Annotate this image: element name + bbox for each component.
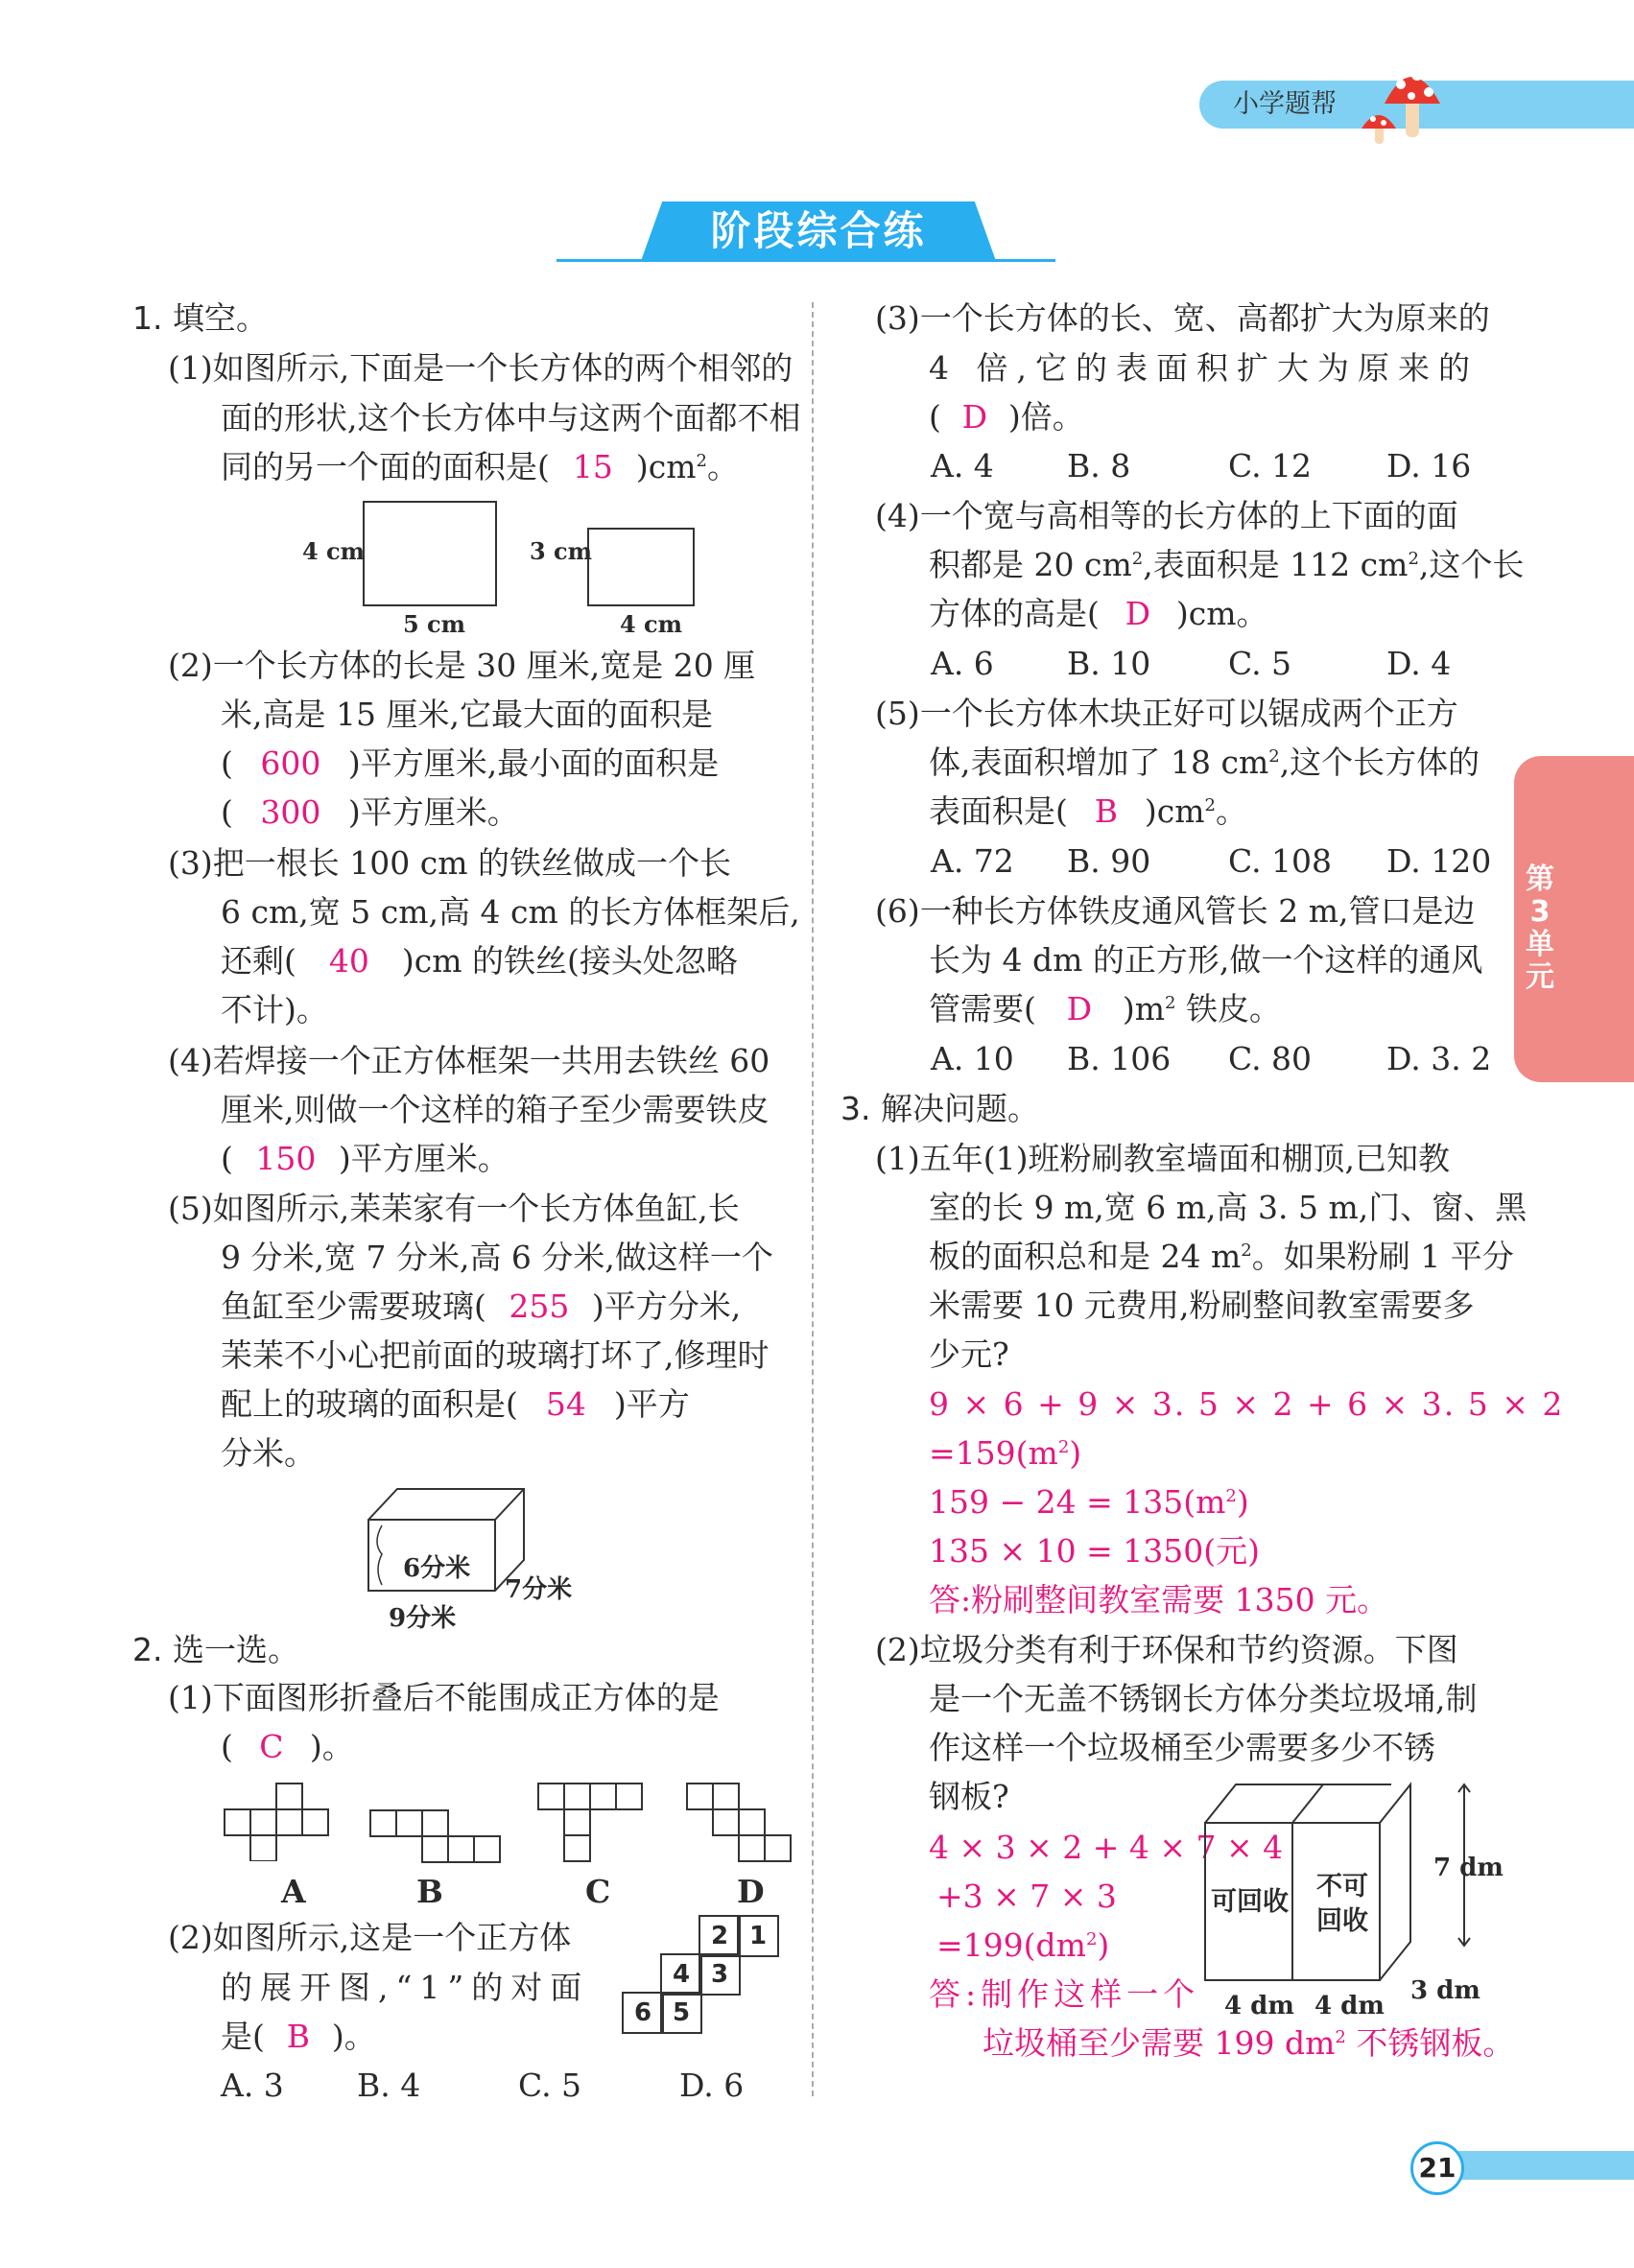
net-label-b: B	[416, 1873, 443, 1910]
q3-2-solution-2: +3 × 7 × 3	[936, 1878, 1117, 1915]
tank-width-label: 7分米	[505, 1575, 573, 1604]
q1-2-line1: (2)一个长方体的长是 30 厘米,宽是 20 厘	[168, 647, 756, 684]
q2-3-option-d: D. 16	[1386, 447, 1472, 484]
page-number: 21	[1410, 2141, 1464, 2195]
q2-2-line2: 的展开图,“1”的对面	[221, 1969, 590, 2006]
page-title: 阶段综合练	[710, 207, 927, 254]
tank-length-label: 9分米	[389, 1604, 457, 1633]
q2-5-line1: (5)一个长方体木块正好可以锯成两个正方	[875, 695, 1458, 732]
q1-5-line5: 配上的玻璃的面积是( 54 )平方	[221, 1385, 690, 1423]
q1-2-line2: 米,高是 15 厘米,它最大面的面积是	[221, 696, 713, 733]
q2-3-answer: D	[961, 398, 988, 436]
q1-5-line3: 鱼缸至少需要玻璃( 255 )平方分米,	[221, 1288, 742, 1325]
q1-5-answer-2: 54	[545, 1385, 586, 1423]
net-cell: 6	[622, 1992, 664, 2034]
cube-net-d	[686, 1783, 793, 1863]
q3-1-answer: 答:粉刷整间教室需要 1350 元。	[929, 1581, 1389, 1618]
q3-2-line2: 是一个无盖不锈钢长方体分类垃圾埇,制	[929, 1680, 1478, 1717]
q3-1-line1: (1)五年(1)班粉刷教室墙面和棚顶,已知教	[875, 1140, 1450, 1177]
q2-6-option-a: A. 10	[931, 1040, 1014, 1077]
q1-3-line1: (3)把一根长 100 cm 的铁丝做成一个长	[168, 844, 731, 882]
q2-6-option-b: B. 106	[1067, 1040, 1172, 1077]
net-label-c: C	[585, 1873, 611, 1910]
q2-heading: 2. 选一选。	[132, 1631, 299, 1668]
q1-2-answer-2: 300	[260, 793, 321, 831]
q2-3-line1: (3)一个长方体的长、宽、高都扩大为原来的	[875, 299, 1490, 337]
q3-2-line4: 钢板?	[929, 1778, 1009, 1815]
bin-height-label: 7 dm	[1433, 1854, 1504, 1882]
q2-6-line1: (6)一种长方体铁皮通风管长 2 m,管口是边	[875, 892, 1476, 930]
bin-right-label-1: 不可	[1316, 1872, 1368, 1902]
q1-2-line3: ( 600 )平方厘米,最小面的面积是	[221, 744, 720, 782]
q2-6-line3: 管需要( D )$m^2$ 铁皮。	[929, 990, 1281, 1028]
q3-1-line4: 米需要 10 元费用,粉刷整间教室需要多	[929, 1287, 1475, 1324]
q2-5-option-c: C. 108	[1228, 842, 1333, 880]
trash-bin-side	[1378, 1777, 1493, 1997]
net-label-d: D	[737, 1873, 765, 1910]
q2-2-option-c: C. 5	[518, 2067, 582, 2104]
net-label-a: A	[281, 1873, 306, 1910]
q3-1-solution-2: $=159(m^2)$	[929, 1434, 1082, 1472]
q2-1-line2: ( C )。	[221, 1728, 354, 1765]
column-divider	[812, 302, 814, 2096]
q3-1-solution-1: 9 × 6 + 9 × 3. 5 × 2 + 6 × 3. 5 × 2	[929, 1385, 1565, 1423]
q3-heading: 3. 解决问题。	[841, 1090, 1039, 1127]
q3-1-line3: 板的面积总和是 24 $m^2$。如果粉刷 1 平分	[929, 1238, 1514, 1275]
q2-6-option-c: C. 80	[1228, 1040, 1313, 1077]
q3-2-answer-line2: 垃圾桶至少需要 199 $dm^2$ 不锈钢板。	[983, 2024, 1515, 2062]
rect1-side-label: 4 cm	[302, 537, 366, 565]
q2-4-option-b: B. 10	[1067, 645, 1151, 682]
net-cell: 4	[660, 1953, 702, 1996]
q3-2-answer-line1: 答:制作这样一个	[929, 1975, 1200, 2013]
net-cell: 3	[699, 1953, 741, 1996]
q2-5-option-d: D. 120	[1386, 842, 1492, 880]
bin-right-label-2: 回收	[1316, 1906, 1368, 1936]
q2-3-option-b: B. 8	[1067, 447, 1131, 484]
tank-height-label: 6分米	[403, 1554, 471, 1583]
q1-3-answer: 40	[328, 942, 369, 980]
q3-2-solution-3: $=199(dm^2)$	[936, 1926, 1110, 1964]
bin-depth-label: 3 dm	[1410, 1976, 1480, 2005]
q1-4-line3: ( 150 )平方厘米。	[221, 1140, 509, 1177]
q2-4-line3: 方体的高是( D )cm。	[929, 595, 1268, 632]
net-cell: 1	[737, 1915, 779, 1957]
bin-width-label-1: 4 dm	[1224, 1992, 1294, 2020]
q1-5-line6: 分米。	[221, 1434, 316, 1472]
q2-4-option-c: C. 5	[1228, 645, 1292, 682]
cube-net-b	[369, 1809, 504, 1863]
cube-net-a	[224, 1783, 331, 1861]
brand-label: 小学题帮	[1233, 89, 1337, 119]
q2-4-answer: D	[1125, 595, 1151, 632]
q2-1-answer: C	[259, 1728, 284, 1765]
q1-1-line3: 同的另一个面的面积是( 15 )$cm^2$。	[221, 448, 739, 485]
q2-3-option-a: A. 4	[931, 447, 994, 484]
bin-left-label: 可回收	[1211, 1887, 1289, 1917]
q3-2-solution-1: 4 × 3 × 2 + 4 × 7 × 4	[929, 1829, 1284, 1866]
q1-3-line2: 6 cm,宽 5 cm,高 4 cm 的长方体框架后,	[221, 893, 800, 931]
q2-2-line3: 是( B )。	[221, 2018, 376, 2055]
q2-2-line1: (2)如图所示,这是一个正方体	[168, 1919, 572, 1956]
q1-4-line2: 厘米,则做一个这样的箱子至少需要铁皮	[221, 1091, 770, 1128]
q1-1-answer: 15	[572, 448, 613, 485]
q1-5-line4: 苿苿不小心把前面的玻璃打坏了,修理时	[221, 1336, 770, 1374]
q1-4-line1: (4)若焊接一个正方体框架一共用去铁丝 60	[168, 1042, 770, 1079]
q1-5-answer-1: 255	[509, 1288, 570, 1325]
unit-tab-label: 第3单元	[1526, 862, 1554, 994]
rect-figure-1	[363, 501, 497, 606]
rect-figure-2	[587, 528, 695, 606]
q2-5-line2: 体,表面积增加了 18 $cm^2$,这个长方体的	[929, 744, 1480, 781]
rect1-bottom-label: 5 cm	[403, 610, 466, 638]
q2-3-option-c: C. 12	[1228, 447, 1313, 484]
q1-3-line4: 不计)。	[221, 991, 328, 1028]
cube-net-c	[537, 1783, 645, 1863]
q2-2-answer: B	[286, 2018, 310, 2055]
q2-2-option-b: B. 4	[357, 2067, 421, 2104]
q1-2-line4: ( 300 )平方厘米。	[221, 793, 519, 831]
q2-3-line2: 4 倍,它的表面积扩大为原来的	[929, 349, 1479, 387]
q1-4-answer: 150	[255, 1140, 317, 1177]
q1-1-line1: (1)如图所示,下面是一个长方体的两个相邻的	[168, 349, 793, 387]
q2-4-line1: (4)一个宽与高相等的长方体的上下面的面	[875, 497, 1458, 534]
q2-1-line1: (1)下面图形折叠后不能围成正方体的是	[168, 1679, 720, 1716]
q2-5-line3: 表面积是( B )$cm^2$。	[929, 792, 1247, 830]
q3-2-line3: 作这样一个垃圾桶至少需要多少不锈	[929, 1729, 1435, 1766]
q1-5-line2: 9 分米,宽 7 分米,高 6 分米,做这样一个	[221, 1239, 773, 1276]
q1-3-line3: 还剩( 40 )cm 的铁丝(接头处忽略	[221, 942, 738, 980]
q2-2-option-a: A. 3	[221, 2067, 284, 2104]
net-cell: 2	[699, 1915, 741, 1957]
q2-6-line2: 长为 4 dm 的正方形,做一个这样的通风	[929, 941, 1483, 979]
footer-bar	[1439, 2151, 1634, 2180]
q1-2-answer-1: 600	[260, 744, 321, 782]
q2-6-answer: D	[1066, 990, 1093, 1028]
q3-1-line5: 少元?	[929, 1335, 1009, 1373]
q2-5-answer: B	[1094, 792, 1118, 830]
q1-1-line2: 面的形状,这个长方体中与这两个面都不相	[221, 399, 801, 437]
net-cell: 5	[660, 1992, 702, 2034]
rect2-bottom-label: 4 cm	[620, 610, 683, 638]
q3-1-line2: 室的长 9 m,宽 6 m,高 3. 5 m,门、窗、黑	[929, 1189, 1527, 1226]
rect2-side-label: 3 cm	[530, 537, 593, 565]
q2-4-line2: 积都是 20 $cm^2$,表面积是 112 $cm^2$,这个长	[929, 546, 1525, 583]
q2-6-option-d: D. 3. 2	[1386, 1040, 1492, 1077]
q2-5-option-a: A. 72	[931, 842, 1014, 880]
q3-1-solution-4: 135 × 10 = 1350(元)	[929, 1532, 1260, 1570]
q3-2-line1: (2)垃圾分类有利于环保和节约资源。下图	[875, 1631, 1458, 1668]
bin-width-label-2: 4 dm	[1314, 1992, 1385, 2020]
q1-heading: 1. 填空。	[132, 299, 268, 337]
q2-4-option-d: D. 4	[1386, 645, 1452, 682]
q1-5-line1: (5)如图所示,苿苿家有一个长方体鱼缸,长	[168, 1190, 740, 1227]
numbered-net	[622, 1915, 785, 2036]
q3-1-solution-3: $159 - 24 = 135(m^2)$	[929, 1483, 1249, 1521]
q2-5-option-b: B. 90	[1067, 842, 1151, 880]
mushroom-icon	[1348, 56, 1463, 147]
q2-2-option-d: D. 6	[679, 2067, 745, 2104]
q2-3-line3: ( D )倍。	[929, 398, 1084, 436]
q2-4-option-a: A. 6	[931, 645, 994, 682]
